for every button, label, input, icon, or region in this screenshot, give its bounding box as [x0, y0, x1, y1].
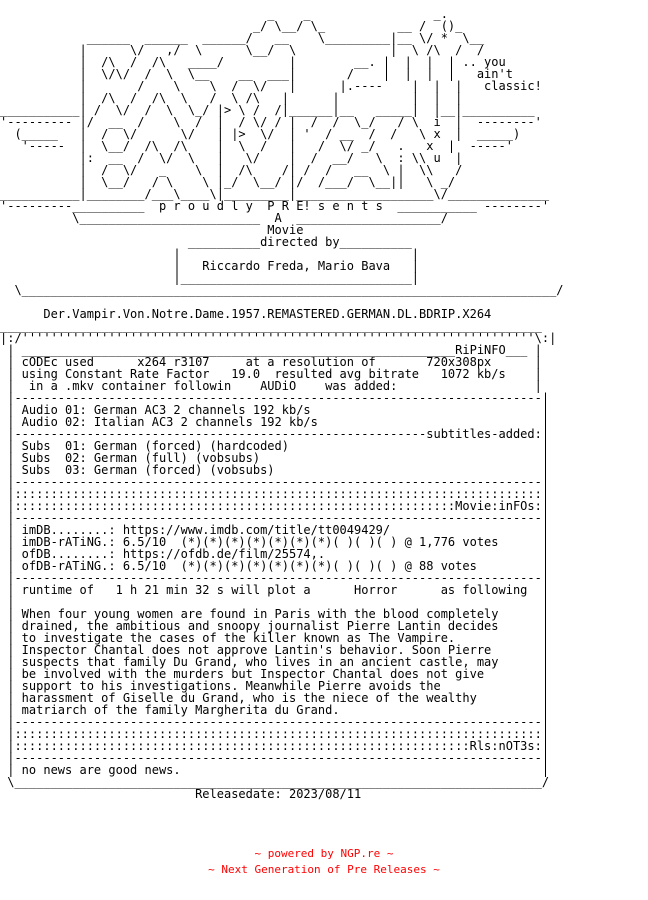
- footer-credits: [0, 846, 648, 878]
- nfo-line: |________________________________|: [0, 271, 420, 285]
- nfo-line: \__________________________________________________________________________/: [0, 283, 564, 297]
- nfo-line: | suspects that family Du Grand, who lives in an ancient castle, may |: [0, 655, 550, 669]
- nfo-line: '---------__________ p r o u d l y P R E! s e n t s ___________ --------': [0, 199, 550, 213]
- nfo-line: ___________________________________________________________________________: [0, 319, 542, 333]
- nfo-line: | support to his investigations. Meanwhile Pierre avoids the |: [0, 679, 550, 693]
- nfo-line: | matriarch of the family Margherita du Grand. |: [0, 703, 550, 717]
- nfo-line: |-------------------------------------------------------------------------|: [0, 391, 550, 405]
- nfo-line: |:/'''''''''''''''''''''''''''''''''''''''''''''''''''''''''''''''''''''''\:|: [0, 331, 557, 345]
- nfo-line: |:::::::::::::::::::::::::::::::::::::::::::::::::::::::::::::Movie:inFOs:|: [0, 499, 550, 513]
- nfo-line: | /\ / /\ \ / \ /\ | | | | |: [0, 91, 463, 105]
- nfo-line: | harassment of Giselle du Grand, who is the niece of the wealthy |: [0, 691, 550, 705]
- nfo-line: |---------------------------------------------------------subtitles-added:|: [0, 427, 550, 441]
- nfo-line: |-------------------------------------------------------------------------|: [0, 511, 550, 525]
- nfo-line: | \__/ / \ \ |_/ \__/ |/ /___/ \__|| \ _/: [0, 175, 456, 189]
- nfo-line: '----- | \__/ /\ /\ | \ / | / \/ _/ . x | -----': [0, 139, 513, 153]
- nfo-text-block: [0, 8, 648, 800]
- nfo-line: |:::::::::::::::::::::::::::::::::::::::::::::::::::::::::::::::::::::::::|: [0, 487, 550, 501]
- nfo-line: | ____________________________________________________________RiPiNFO___ |: [0, 343, 542, 357]
- nfo-line: | cODEc used x264 r3107 at a resolution of 720x308px |: [0, 355, 542, 369]
- nfo-line: | / \ \ / \/ | |.---- | | | classic!: [0, 79, 542, 93]
- nfo-line: | \/ ,/ \ \__/ \ | \ /\ / /: [0, 43, 485, 57]
- nfo-line: _ _ _.: [0, 8, 448, 21]
- nfo-line: | /\ / /\ ____/ | __. | | | | .. you: [0, 55, 506, 69]
- nfo-line: | Subs 02: German (full) (vobsubs) |: [0, 451, 550, 465]
- nfo-line: Releasedate: 2023/08/11: [0, 787, 362, 800]
- nfo-line: (_____ | / \/ \/ | |> \/ | ' / __ / / \ x | _____): [0, 127, 521, 141]
- nfo-line: |:::::::::::::::::::::::::::::::::::::::::::::::::::::::::::::::::::::::::|: [0, 727, 550, 741]
- nfo-line: | runtime of 1 h 21 min 32 s will plot a Horror as following |: [0, 583, 550, 597]
- nfo-line: | When four young women are found in Paris with the blood completely |: [0, 607, 550, 621]
- nfo-line: | be involved with the murders but Inspector Chantal does not give |: [0, 667, 550, 681]
- nfo-line: | Inspector Chantal does not approve Lantin's behavior. Soon Pierre |: [0, 643, 550, 657]
- nfo-line: |: __ / \/ \ | \/ | / __/ \ : \\ u |: [0, 151, 463, 165]
- nfo-line: | drained, the ambitious and snoopy journalist Pierre Lantin decides |: [0, 619, 550, 633]
- nfo-line: _/ \__/ \_ __ / ()_: [0, 19, 463, 33]
- nfo-line: \_________________________________________________________________________/: [0, 775, 550, 789]
- nfo-line: | Audio 02: Italian AC3 2 channels 192 kb/s |: [0, 415, 550, 429]
- nfo-line: __________directed by__________: [0, 235, 412, 249]
- tagline-text: ~ Next Generation of Pre Releases ~: [208, 863, 440, 876]
- nfo-line: | Subs 03: German (forced) (vobsubs) |: [0, 463, 550, 477]
- nfo-line: \_________________________ A ____________________/: [0, 211, 448, 225]
- nfo-line: | using Constant Rate Factor 19.0 resulted avg bitrate 1072 kb/s |: [0, 367, 542, 381]
- nfo-line: '--------- |/ __ / \ / | / \/ / | / / \_/ / \ i | --------': [0, 115, 542, 129]
- nfo-line: | to investigate the cases of the killer known as The Vampire. |: [0, 631, 550, 645]
- nfo-line: ___________| / \/ / \ \_/ |> \ / /|______|__ _____| |__|__________: [0, 103, 535, 117]
- nfo-line: |-------------------------------------------------------------------------|: [0, 715, 550, 729]
- nfo-line: | imDB........: https://www.imdb.com/title/tt0049429/ |: [0, 523, 550, 537]
- nfo-line: ___________|________/___\____\|_________|___________________\/______________: [0, 187, 550, 201]
- powered-by-text: ~ powered by NGP.re ~: [254, 847, 394, 860]
- nfo-line: |-------------------------------------------------------------------------|: [0, 571, 550, 585]
- nfo-line: |:::::::::::::::::::::::::::::::::::::::::::::::::::::::::::::::Rls:nOT3s:|: [0, 739, 550, 753]
- nfo-line: | no news are good news. |: [0, 763, 550, 777]
- nfo-line: | / \/ _ \ | /\ /| / / __ \ | \\ /: [0, 163, 463, 177]
- nfo-line: | \/\/ / \ \__ __ ___| / | | | | ain't: [0, 67, 513, 81]
- nfo-line: | |: [0, 247, 420, 261]
- nfo-line: Der.Vampir.Von.Notre.Dame.1957.REMASTERED.GERMAN.DL.BDRIP.X264: [0, 307, 492, 321]
- nfo-line: |-------------------------------------------------------------------------|: [0, 475, 550, 489]
- nfo-line: | Audio 01: German AC3 2 channels 192 kb/s |: [0, 403, 550, 417]
- nfo-line: | Riccardo Freda, Mario Bava |: [0, 259, 420, 273]
- nfo-line: | imDB-rATiNG.: 6.5/10 (*)(*)(*)(*)(*)(*)(*)( )( )( ) @ 1,776 votes |: [0, 535, 550, 549]
- nfo-line: | |: [0, 595, 550, 609]
- nfo-line: Movie: [0, 223, 304, 237]
- nfo-line: | in a .mkv container followin AUDiO was added: |: [0, 379, 542, 393]
- nfo-line: | ofDB........: https://ofdb.de/film/25574,. |: [0, 547, 550, 561]
- nfo-line: | Subs 01: German (forced) (hardcoded) |: [0, 439, 550, 453]
- nfo-line: | ofDB-rATiNG.: 6.5/10 (*)(*)(*)(*)(*)(*)(*)( )( )( ) @ 88 votes |: [0, 559, 550, 573]
- nfo-line: |-------------------------------------------------------------------------|: [0, 751, 550, 765]
- nfo-line: ______ ______ ______/ __ \_________|__ \/ * \__: [0, 31, 485, 45]
